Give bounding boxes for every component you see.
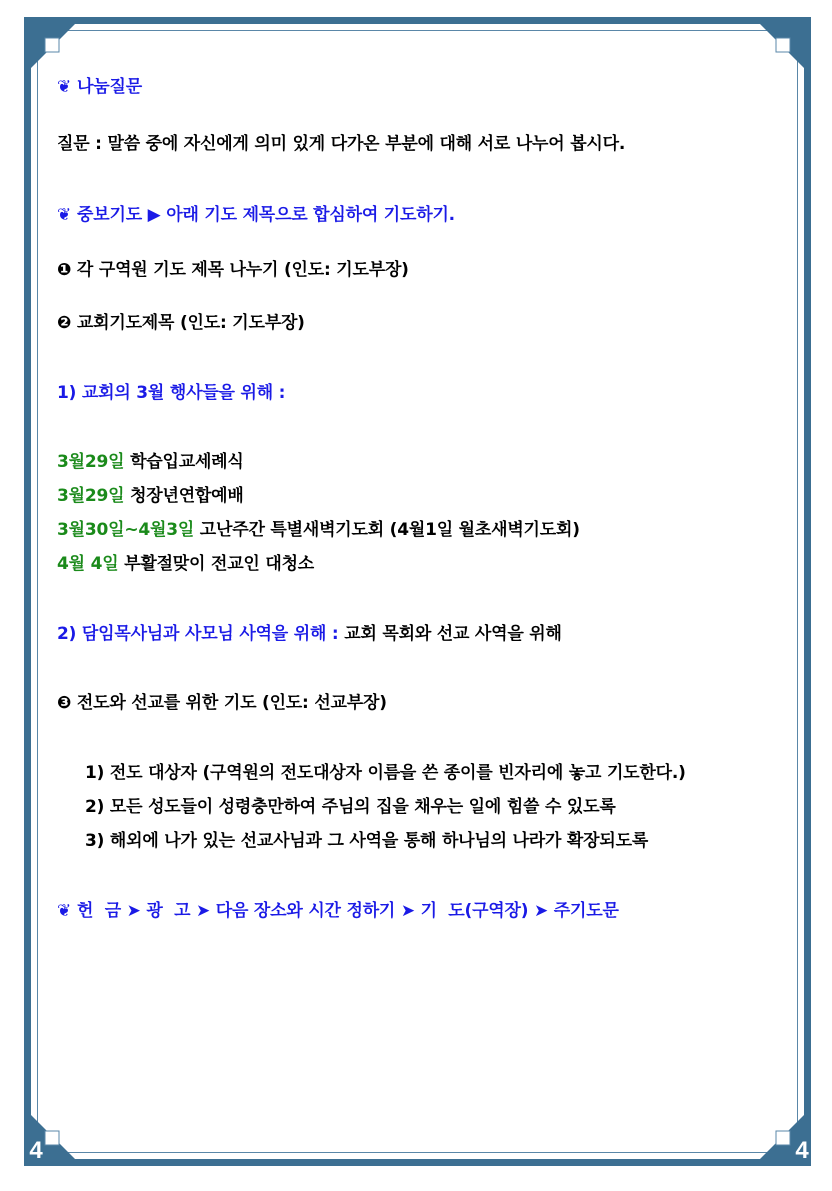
leaf-bullet-icon: ❦ <box>57 205 72 225</box>
event-row <box>57 549 314 574</box>
sharing-heading: ❦ 나눔질문 <box>57 77 142 97</box>
mission-item: 2) 모든 성도들이 성령충만하여 주님의 집을 채우는 일에 힘쓸 수 있도록 <box>85 797 616 817</box>
intercession-heading: ❦ 중보기도 ▶ 아래 기도 제목으로 합심하여 기도하기. <box>57 205 455 225</box>
page-number-right: 4 <box>795 1137 809 1164</box>
pastor-prayer <box>57 619 562 644</box>
leaf-bullet-icon: ❦ <box>57 901 72 921</box>
event-name: 학습입교세례식 <box>130 452 244 472</box>
page-border-line <box>37 30 798 1153</box>
page-number-left: 4 <box>29 1137 43 1164</box>
service-order: ❦ 헌 금 ➤ 광 고 ➤ 다음 장소와 시간 정하기 ➤ 기 도(구역장) ➤ 주기도문 <box>57 901 619 921</box>
pastor-prayer-text: 교회 목회와 선교 사역을 위해 <box>344 624 562 644</box>
pastor-prayer-title: 2) 담임목사님과 사모님 사역을 위해 : <box>57 624 339 644</box>
prayer-item-1: ❶ 각 구역원 기도 제목 나누기 (인도: 기도부장) <box>57 260 409 280</box>
mission-item: 1) 전도 대상자 (구역원의 전도대상자 이름을 쓴 종이를 빈자리에 놓고 기도한다.) <box>85 763 686 783</box>
event-row <box>57 481 244 506</box>
event-row <box>57 447 244 472</box>
prayer-item-3: ❸ 전도와 선교를 위한 기도 (인도: 선교부장) <box>57 693 387 713</box>
event-row <box>57 515 580 540</box>
arrow-icon: ▶ <box>147 205 161 225</box>
corner-ornament-top-left <box>31 24 75 68</box>
church-events-title: 1) 교회의 3월 행사들을 위해 : <box>57 383 286 403</box>
leaf-bullet-icon: ❦ <box>57 77 72 97</box>
event-name: 청장년연합예배 <box>130 486 244 506</box>
event-date: 3월29일 <box>57 486 125 506</box>
event-date: 3월30일~4월3일 <box>57 520 195 540</box>
event-date: 3월29일 <box>57 452 125 472</box>
event-date: 4월 4일 <box>57 554 119 574</box>
event-name: 부활절맞이 전교인 대청소 <box>124 554 315 574</box>
sharing-question: 질문 : 말씀 중에 자신에게 의미 있게 다가온 부분에 대해 서로 나누어 봅시다. <box>57 134 626 154</box>
prayer-item-2: ❷ 교회기도제목 (인도: 기도부장) <box>57 313 305 333</box>
event-name: 고난주간 특별새벽기도회 (4월1일 월초새벽기도회) <box>199 520 580 540</box>
mission-item: 3) 해외에 나가 있는 선교사님과 그 사역을 통해 하나님의 나라가 확장되도록 <box>85 831 649 851</box>
corner-ornament-top-right <box>760 24 804 68</box>
